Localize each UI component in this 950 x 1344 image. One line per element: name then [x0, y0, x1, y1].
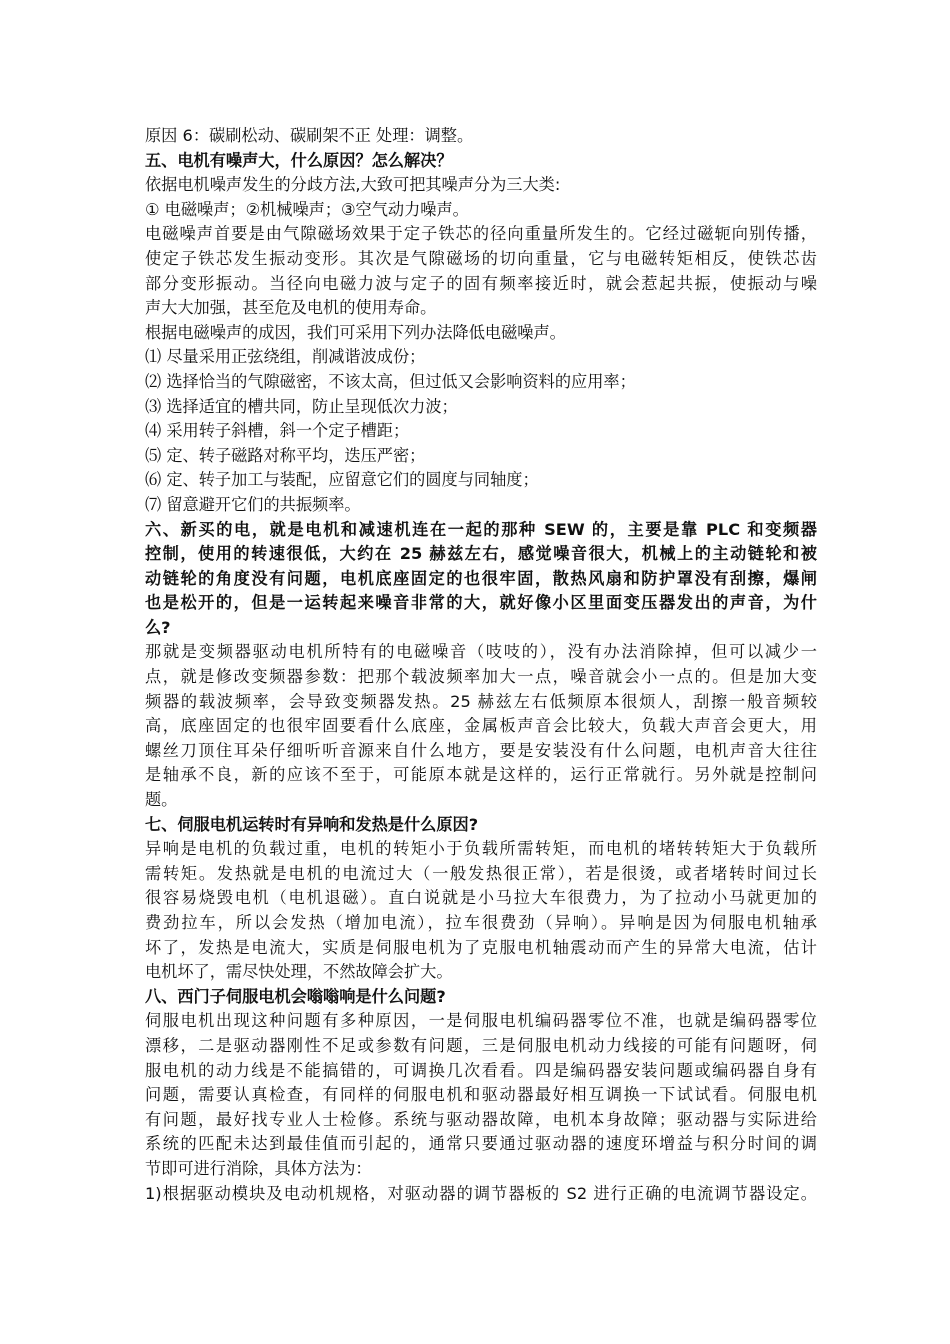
- body-text-line: 异响是电机的负载过重，电机的转矩小于负载所需转矩，而电机的堵转转矩大于负载所: [145, 839, 817, 859]
- body-text-line: 题。: [145, 790, 178, 810]
- body-text-line: 使定子铁芯发生振动变形。其次是气隙磁场的切向重量，它与电磁转矩相反，使铁芯齿: [145, 248, 817, 268]
- body-text-line: 费劲拉车，所以会发热（增加电流），拉车很费劲（异响）。异响是因为伺服电机轴承: [145, 913, 817, 932]
- body-text-line: 有问题，最好找专业人士检修。系统与驱动器故障，电机本身故障；驱动器与实际进给: [145, 1109, 817, 1129]
- section-heading-line: 五、电机有噪声大，什么原因？怎么解决？: [145, 150, 453, 170]
- body-text-line: 高，底座固定的也很牢固要看什么底座，金属板声音会比较大，负载大声音会更大，用: [145, 716, 817, 736]
- body-text-line: 问题，需要认真检查，有同样的伺服电机和驱动器最好相互调换一下试试看。伺服电机: [145, 1085, 817, 1105]
- body-text-line: 依据电机噪声发生的分歧方法,大致可把其噪声分为三大类:: [145, 175, 561, 195]
- body-text-line: 螺丝刀顶住耳朵仔细听听音源来自什么地方，要是安装没有什么问题，电机声音大往往: [145, 740, 817, 760]
- section-heading-line: 动链轮的角度没有问题，电机底座固定的也很牢固，散热风扇和防护罩没有刮擦，爆闸: [145, 568, 817, 588]
- body-text-line: ⑵ 选择恰当的气隙磁密，不该太高，但过低又会影响资料的应用率；: [145, 371, 636, 391]
- body-text-line: 电机坏了，需尽快处理，不然故障会扩大。: [145, 962, 453, 982]
- body-text-line: 根据电磁噪声的成因，我们可采用下列办法降低电磁噪声。: [145, 322, 566, 342]
- body-text-line: 系统的匹配未达到最佳值而引起的，通常只要通过驱动器的速度环增益与积分时间的调: [145, 1134, 817, 1154]
- body-text-line: 原因 6：碳刷松动、碳刷架不正 处理：调整。: [145, 126, 474, 145]
- body-text-line: 点，就是修改变频器参数：把那个载波频率加大一点，噪音就会小一点的。但是加大变: [145, 667, 817, 687]
- body-text-line: 很容易烧毁电机（电机退磁）。直白说就是小马拉大车很费力，为了拉动小马就更加的: [145, 888, 817, 908]
- body-text-line: 1)根据驱动模块及电动机规格，对驱动器的调节器板的 S2 进行正确的电流调节器设定。: [145, 1183, 817, 1203]
- body-text-line: 服电机的动力线是不能搞错的，可调换几次看看。四是编码器安装问题或编码器自身有: [145, 1060, 817, 1080]
- section-heading-line: 八、西门子伺服电机会嗡嗡响是什么问题?: [145, 986, 446, 1006]
- document-page: [145, 124, 817, 1206]
- body-text-line: ⑷ 采用转子斜槽，斜一个定子槽距；: [145, 421, 410, 441]
- body-text-line: 是轴承不良，新的应该不至于，可能原本就是这样的，运行正常就行。另外就是控制问: [145, 765, 817, 785]
- body-text-line: 频器的载波频率，会导致变频器发热。25 赫兹左右低频原本很烦人，刮擦一般音频较: [145, 691, 817, 711]
- section-heading-line: 么?: [145, 617, 171, 637]
- body-text-line: ① 电磁噪声；②机械噪声；③空气动力噪声。: [145, 199, 469, 219]
- section-heading-line: 控制，使用的转速很低，大约在 25 赫兹左右，感觉噪音很大，机械上的主动链轮和被: [145, 544, 817, 564]
- body-text-line: 节即可进行消除，具体方法为：: [145, 1158, 372, 1178]
- body-text-line: ⑶ 选择适宜的槽共同，防止呈现低次力波；: [145, 396, 458, 416]
- body-text-line: ⑺ 留意避开它们的共振频率。: [145, 494, 361, 514]
- section-heading-line: 七、伺服电机运转时有异响和发热是什么原因?: [145, 814, 479, 834]
- body-text-line: 伺服电机出现这种问题有多种原因，一是伺服电机编码器零位不准，也就是编码器零位: [145, 1011, 817, 1031]
- section-heading-line: 六、新买的电，就是电机和减速机连在一起的那种 SEW 的，主要是靠 PLC 和变频器: [145, 519, 817, 539]
- body-text-line: 漂移，二是驱动器刚性不足或参数有问题，三是伺服电机动力线接的可能有问题呀，伺: [145, 1035, 817, 1055]
- section-heading-line: 也是松开的，但是一运转起来噪音非常的大，就好像小区里面变压器发出的声音，为什: [145, 593, 817, 613]
- body-text-line: 声大大加强，甚至危及电机的使用寿命。: [145, 298, 437, 318]
- body-text-line: ⑸ 定、转子磁路对称平均，迭压严密；: [145, 445, 426, 465]
- body-text-line: 坏了，发热是电流大，实质是伺服电机为了克服电机轴震动而产生的异常大电流，估计: [145, 937, 817, 957]
- body-text-line: ⑹ 定、转子加工与装配，应留意它们的圆度与同轴度；: [145, 470, 539, 490]
- body-text-line: 部分变形振动。当径向电磁力波与定子的固有频率接近时，就会惹起共振，使振动与噪: [145, 273, 817, 293]
- body-text-line: 电磁噪声首要是由气隙磁场效果于定子铁芯的径向重量所发生的。它经过磁轭向别传播，: [145, 224, 817, 244]
- body-text-line: 那就是变频器驱动电机所特有的电磁噪音（吱吱的），没有办法消除掉，但可以减少一: [145, 642, 817, 662]
- body-text-line: 需转矩。发热就是电机的电流过大（一般发热很正常），若是很烫，或者堵转时间过长: [145, 863, 817, 883]
- body-text-line: ⑴ 尽量采用正弦绕组，削减谐波成份；: [145, 347, 426, 367]
